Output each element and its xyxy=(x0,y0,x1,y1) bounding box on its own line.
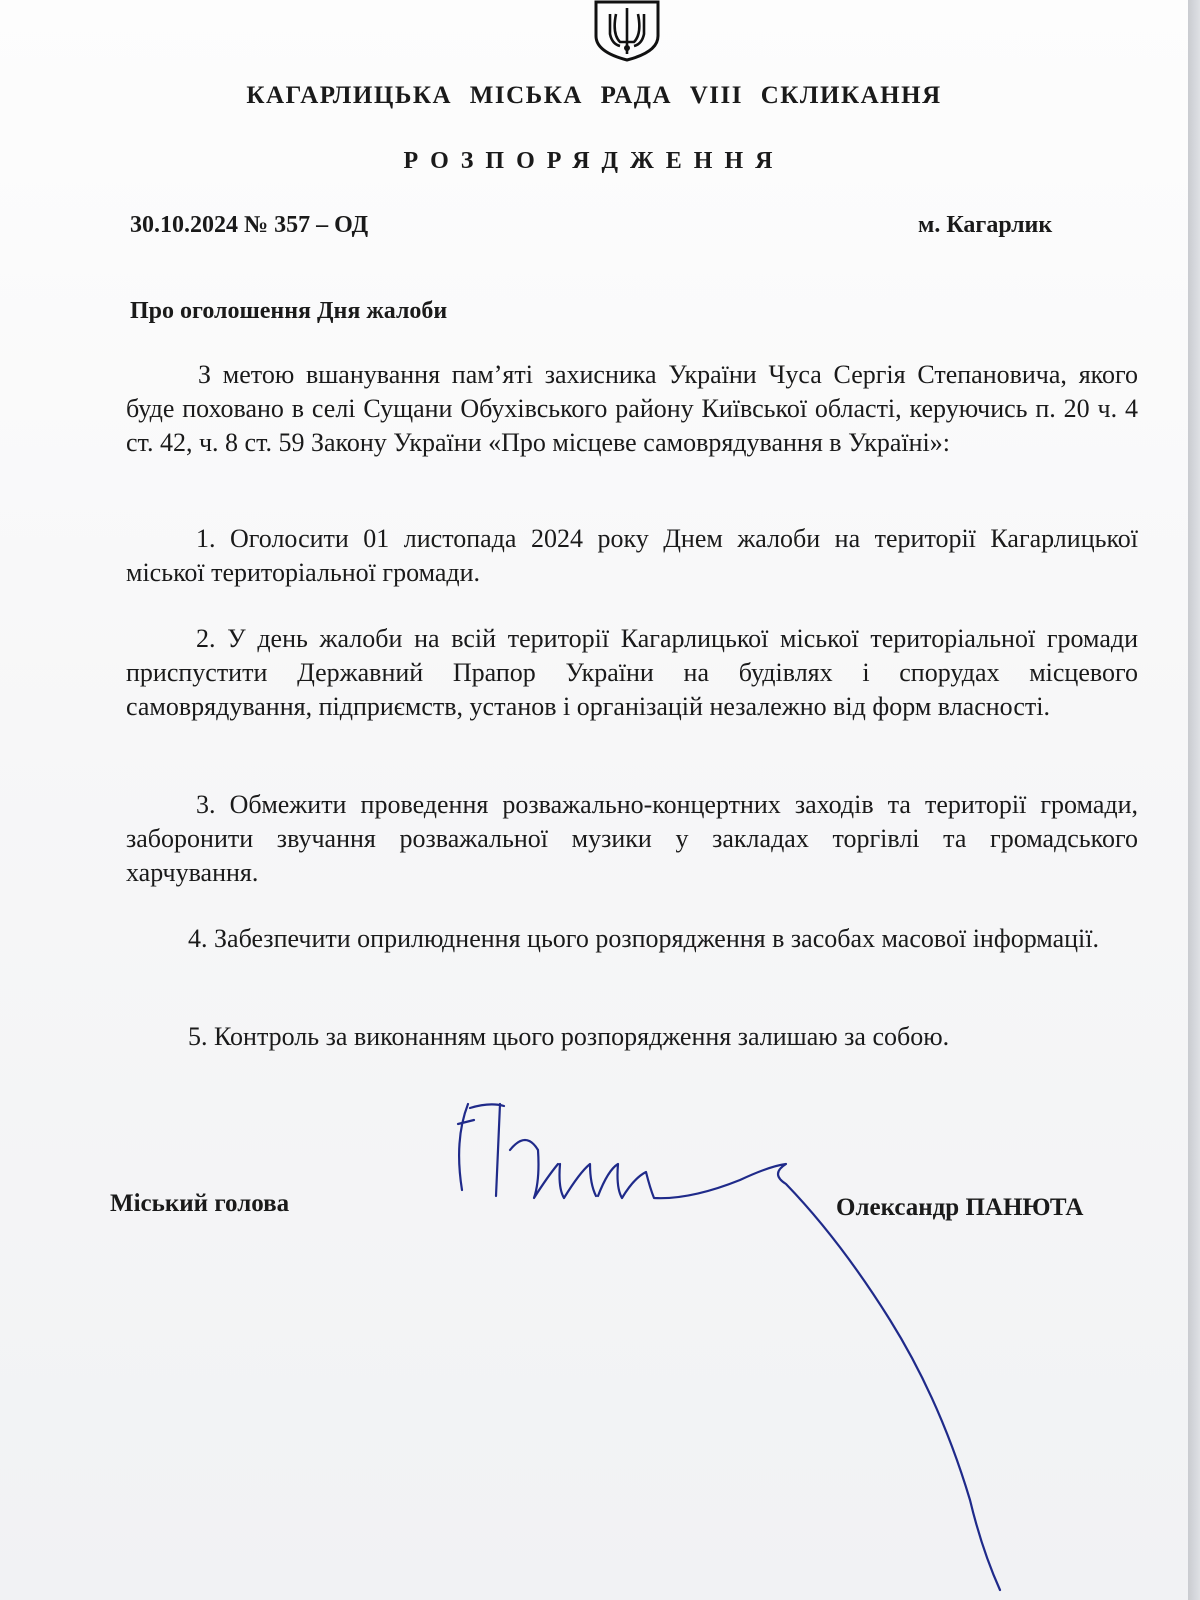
handwritten-signature xyxy=(440,1080,1040,1600)
date-and-number: 30.10.2024 № 357 – ОД xyxy=(130,212,369,238)
list-item-1: 1. Оголосити 01 листопада 2024 року Днем жалоби на території Кагарлицької міської територіальної громади. xyxy=(126,524,1138,587)
document-type: РОЗПОРЯДЖЕННЯ xyxy=(403,148,785,174)
city: м. Кагарлик xyxy=(918,212,1053,238)
intro-paragraph: З метою вшанування пам’яті захисника України Чуса Сергія Степановича, якого буде поховано в селі Сущани Обухівського району Київської області, керуючись п. 20 ч. 4 ст. 42, ч. 8 ст. 59 Закону України «Про місцеве самоврядування в Україні»: xyxy=(126,360,1138,457)
signer-position: Міський голова xyxy=(110,1190,290,1217)
organization-title: КАГАРЛИЦЬКА МІСЬКА РАДА VIII СКЛИКАННЯ xyxy=(246,82,942,109)
list-item-2: 2. У день жалоби на всій території Кагарлицької міської територіальної громади приспустити Державний Прапор України на будівлях і спорудах місцевого самоврядування, підприємств, установ і організацій незалежно від форм власності. xyxy=(126,624,1138,721)
page-edge xyxy=(1188,0,1200,1600)
trident-coat-of-arms-icon xyxy=(590,0,664,62)
list-item-3: 3. Обмежити проведення розважально-концертних заходів та території громади, заборонити звучання розважальної музики у закладах торгівлі та громадського харчування. xyxy=(126,790,1138,887)
list-item-4: 4. Забезпечити оприлюднення цього розпорядження в засобах масової інформації. xyxy=(188,924,1099,953)
list-item-5: 5. Контроль за виконанням цього розпорядження залишаю за собою. xyxy=(188,1022,950,1051)
document-subject: Про оголошення Дня жалоби xyxy=(130,298,448,324)
signer-name: Олександр ПАНЮТА xyxy=(836,1194,1084,1221)
